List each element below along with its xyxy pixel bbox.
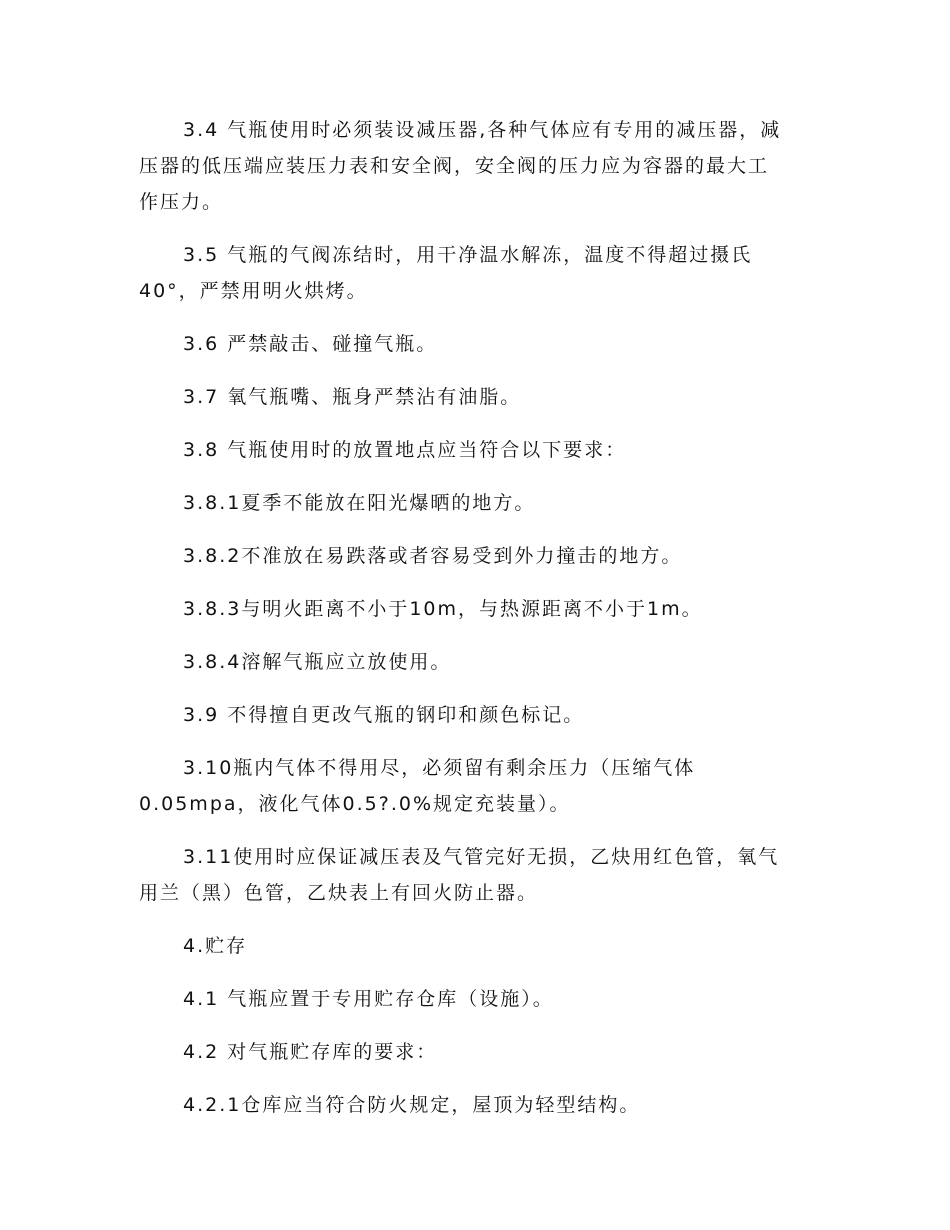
paragraph-line: 3.8.3与明火距离不小于10m，与热源距离不小于1m。	[183, 598, 703, 620]
paragraph-line: 3.4 气瓶使用时必须装设减压器,各种气体应有专用的减压器，减	[183, 119, 782, 141]
document-body	[139, 112, 811, 1140]
paragraph-line: 40°，严禁用明火烘烤。	[139, 280, 368, 302]
paragraph-4-2-1	[139, 1087, 811, 1123]
paragraph-line: 3.5 气瓶的气阀冻结时，用干净温水解冻，温度不得超过摄氏	[183, 244, 753, 266]
paragraph-line: 3.10瓶内气体不得用尽，必须留有剩余压力（压缩气体	[183, 757, 696, 779]
paragraph-line: 3.9 不得擅自更改气瓶的钢印和颜色标记。	[183, 704, 585, 726]
paragraph-line: 3.6 严禁敲击、碰撞气瓶。	[183, 333, 438, 355]
paragraph-3-7	[139, 379, 811, 415]
paragraph-line: 4.1 气瓶应置于专用贮存仓库（设施）。	[183, 988, 554, 1010]
paragraph-3-8-4	[139, 644, 811, 680]
paragraph-line: 3.8.2不准放在易跌落或者容易受到外力撞击的地方。	[183, 545, 683, 567]
paragraph-line: 3.8.1夏季不能放在阳光爆晒的地方。	[183, 492, 536, 514]
paragraph-4-2	[139, 1034, 811, 1070]
paragraph-line: 4.贮存	[183, 935, 248, 957]
paragraph-3-8-2	[139, 538, 811, 574]
paragraph-line: 压器的低压端应装压力表和安全阀，安全阀的压力应为容器的最大工	[139, 155, 770, 177]
paragraph-line: 3.11使用时应保证减压表及气管完好无损，乙炔用红色管，氧气	[183, 846, 780, 868]
paragraph-3-4	[139, 112, 811, 220]
paragraph-3-8-1	[139, 485, 811, 521]
paragraph-line: 4.2 对气瓶贮存库的要求：	[183, 1041, 438, 1063]
paragraph-3-9	[139, 697, 811, 733]
paragraph-3-5	[139, 237, 811, 309]
paragraph-line: 4.2.1仓库应当符合防火规定，屋顶为轻型结构。	[183, 1094, 641, 1116]
paragraph-3-8	[139, 432, 811, 468]
paragraph-line: 0.05mpa，液化气体0.5?.0%规定充装量）。	[139, 793, 571, 815]
paragraph-line: 3.8.4溶解气瓶应立放使用。	[183, 651, 452, 673]
paragraph-3-10	[139, 750, 811, 822]
paragraph-3-8-3	[139, 591, 811, 627]
section-heading-storage	[139, 928, 811, 964]
paragraph-line: 用兰（黑）色管，乙炔表上有回火防止器。	[139, 882, 539, 904]
paragraph-line: 3.8 气瓶使用时的放置地点应当符合以下要求：	[183, 439, 627, 461]
paragraph-3-11	[139, 839, 811, 911]
paragraph-4-1	[139, 981, 811, 1017]
paragraph-3-6	[139, 326, 811, 362]
paragraph-line: 作压力。	[139, 191, 224, 213]
paragraph-line: 3.7 氧气瓶嘴、瓶身严禁沾有油脂。	[183, 386, 522, 408]
